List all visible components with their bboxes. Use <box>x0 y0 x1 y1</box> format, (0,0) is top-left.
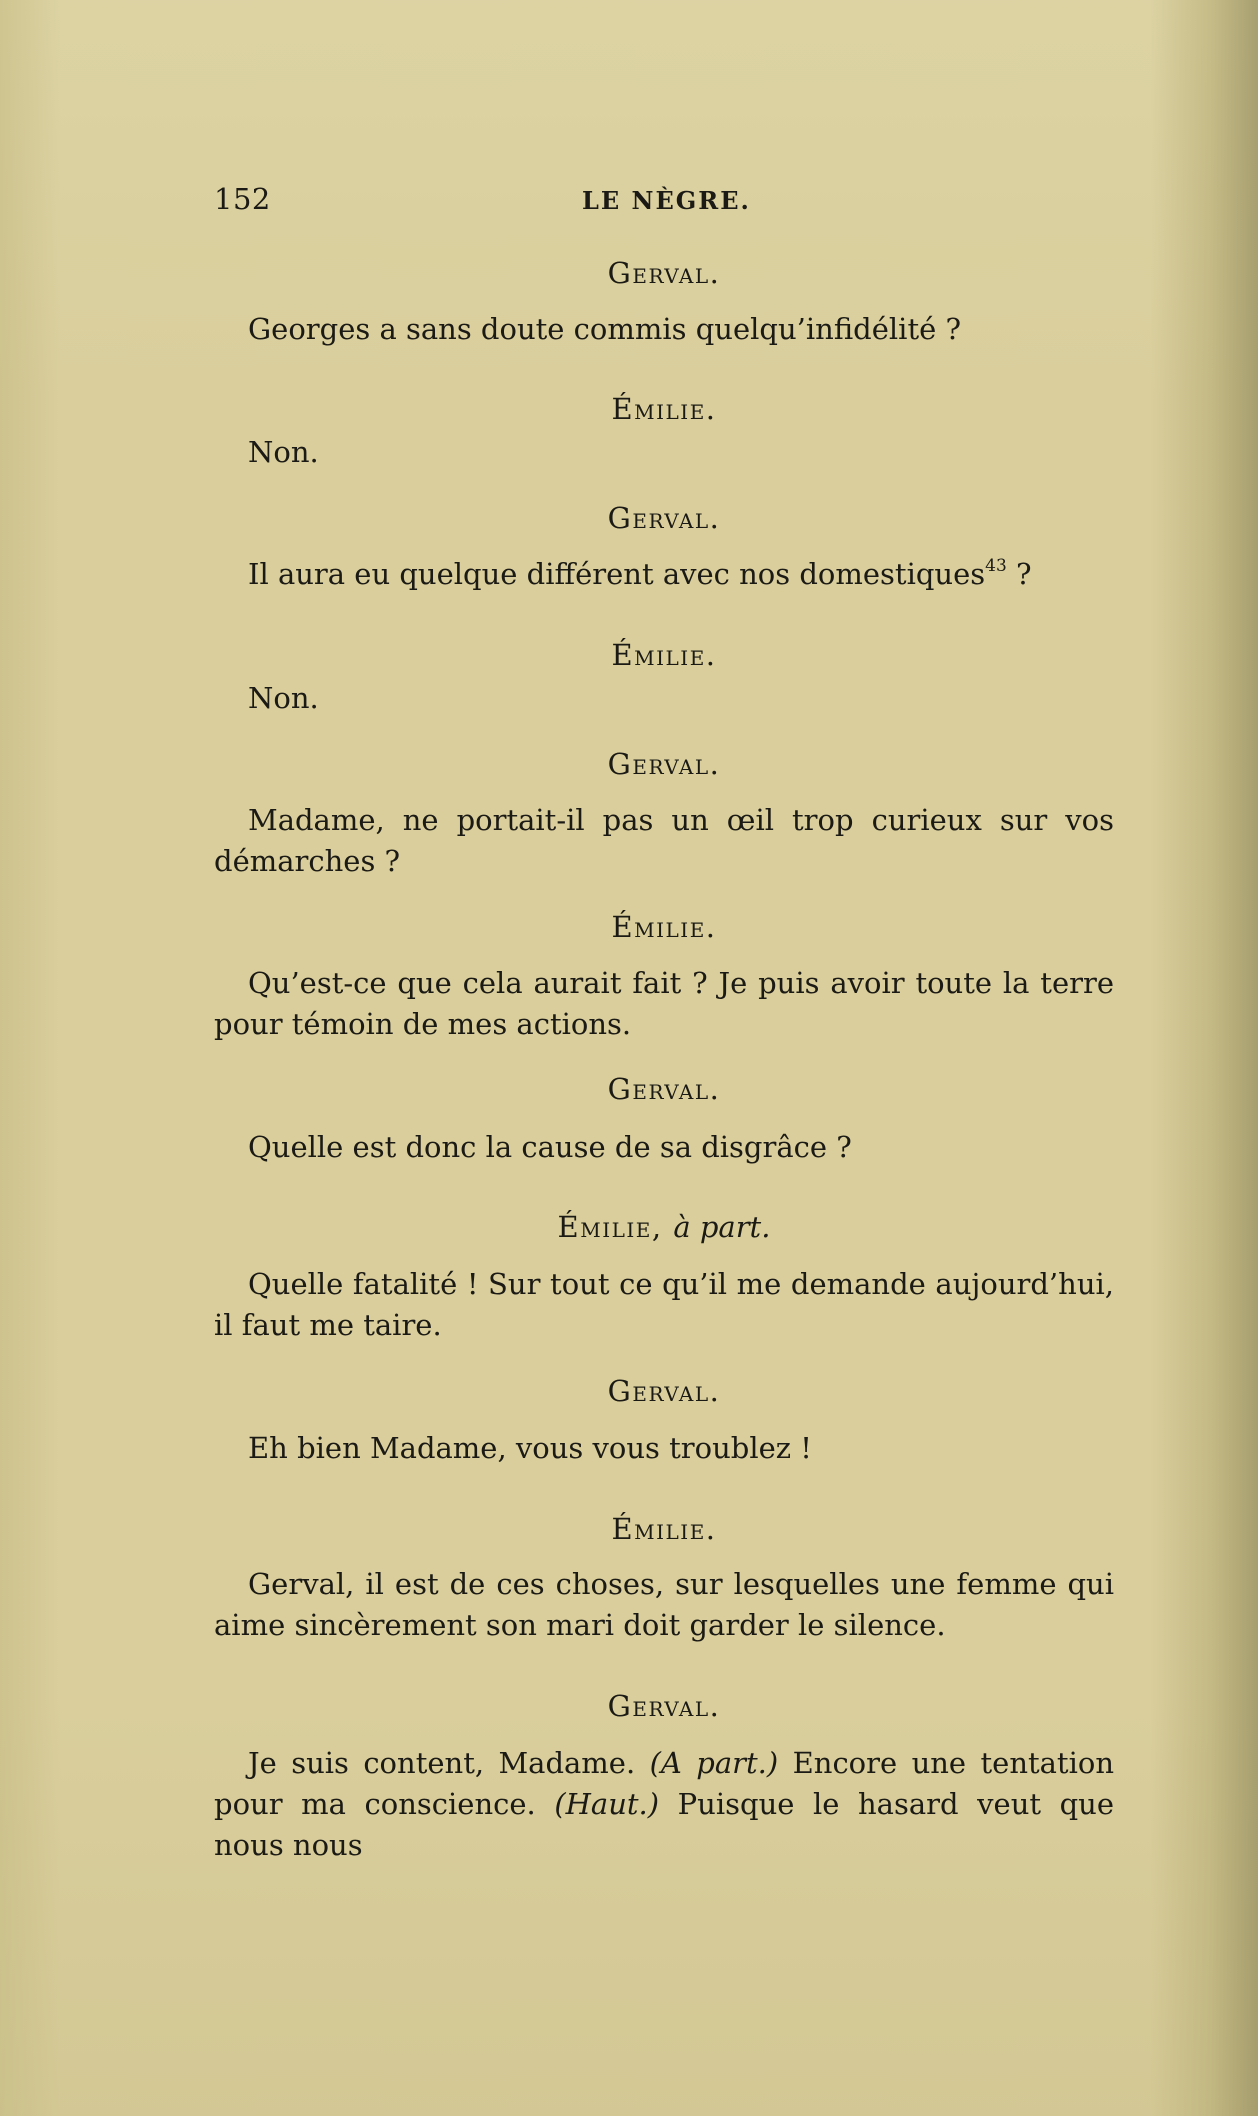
speech-line: Quelle fatalité ! Sur tout ce qu’il me demande aujourd’hui, il faut me taire. <box>214 1267 1114 1342</box>
speaker-name: Gerval. <box>607 501 721 535</box>
speech-line: Qu’est-ce que cela aurait fait ? Je puis avoir toute la terre pour témoin de mes actions. <box>214 966 1114 1041</box>
speech-line: Gerval, il est de ces choses, sur lesquelles une femme qui aime sincèrement son mari doit garder le silence. <box>214 1567 1114 1642</box>
speaker-name: Gerval. <box>607 1689 721 1723</box>
speech-line: Non. <box>248 681 319 715</box>
running-head <box>214 182 1114 222</box>
speaker-name: Gerval. <box>607 747 721 781</box>
speech-line: Il aura eu quelque différent avec nos domestiques$^{43}$ ? <box>248 556 1032 591</box>
speaker-name: Émilie. <box>611 1512 717 1546</box>
footnote-reference[interactable]: 43 <box>985 556 1007 577</box>
page-number: 152 <box>214 182 271 216</box>
speaker-name: Émilie, à part. <box>557 1210 771 1244</box>
stage-direction: (A part.) <box>649 1746 779 1780</box>
speech-line: Quelle est donc la cause de sa disgrâce ? <box>248 1130 852 1164</box>
speaker-name: Émilie. <box>611 910 717 944</box>
speaker-name: Émilie. <box>611 392 717 426</box>
speech-line: Je suis content, Madame. (A part.) Encore une tentation pour ma conscience. (Haut.) Puisque le hasard veut que nous nous <box>214 1746 1115 1862</box>
stage-direction: (Haut.) <box>554 1787 660 1821</box>
speech-line: Madame, ne portait-il pas un œil trop curieux sur vos démarches ? <box>214 803 1114 878</box>
speaker-name: Gerval. <box>607 1072 721 1106</box>
stage-direction: à part. <box>673 1210 771 1244</box>
running-title: LE NÈGRE. <box>582 186 751 215</box>
speech-line: Georges a sans doute commis quelqu’infidélité ? <box>248 312 962 346</box>
speech-line: Non. <box>248 435 319 469</box>
speaker-name: Émilie. <box>611 638 717 672</box>
speaker-name: Gerval. <box>607 256 721 290</box>
speaker-name: Gerval. <box>607 1374 721 1408</box>
speech-line: Eh bien Madame, vous vous troublez ! <box>248 1431 812 1465</box>
